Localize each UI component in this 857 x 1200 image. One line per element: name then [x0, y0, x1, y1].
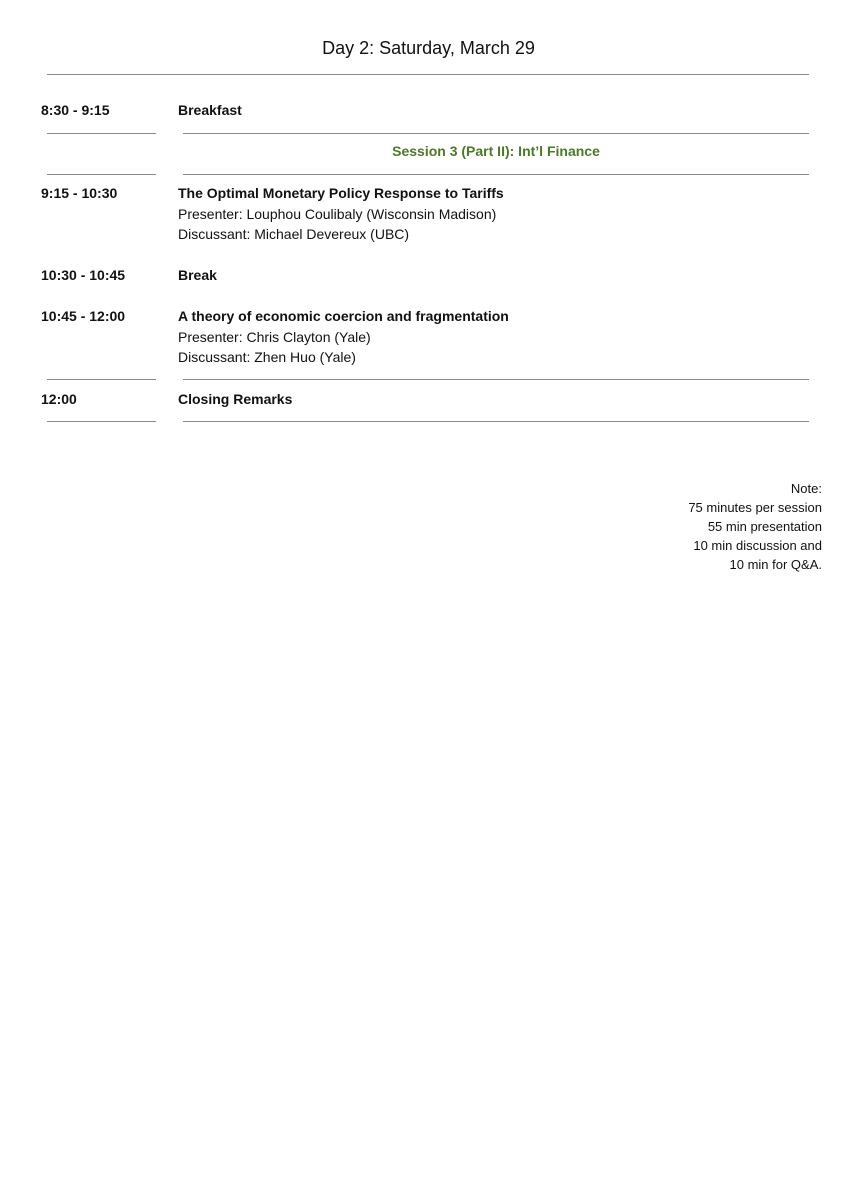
event-title: Breakfast: [178, 102, 242, 118]
session-header: [183, 141, 809, 161]
divider: [47, 379, 156, 380]
divider: [47, 174, 156, 175]
divider: [183, 379, 809, 380]
session-title: Session 3 (Part II): Int’l Finance: [392, 143, 600, 159]
talk-title: The Optimal Monetary Policy Response to Tariffs: [178, 185, 504, 201]
note-line: 10 min for Q&A.: [729, 557, 822, 572]
event-title: Break: [178, 267, 217, 283]
divider: [47, 133, 156, 134]
time-talk-1: 9:15 - 10:30: [41, 185, 118, 201]
event-talk-2: [178, 306, 509, 368]
talk-presenter: Presenter: Louphou Coulibaly (Wisconsin Madison): [178, 205, 497, 222]
note-line: 10 min discussion and: [693, 538, 822, 553]
page-title: Day 2: Saturday, March 29: [322, 38, 535, 58]
event-closing: [178, 389, 292, 410]
event-title: Closing Remarks: [178, 391, 293, 407]
time-breakfast: 8:30 - 9:15: [41, 102, 110, 118]
talk-discussant: Discussant: Michael Devereux (UBC): [178, 226, 410, 242]
note-line: 75 minutes per session: [688, 500, 822, 515]
event-breakfast: [178, 100, 242, 121]
note-line: Note:: [790, 481, 822, 496]
event-talk-1: [178, 183, 504, 245]
talk-presenter: Presenter: Chris Clayton (Yale): [178, 328, 371, 345]
time-break: 10:30 - 10:45: [41, 267, 126, 283]
event-break: [178, 265, 217, 286]
divider: [183, 174, 809, 175]
divider: [47, 74, 809, 75]
talk-discussant: Discussant: Zhen Huo (Yale): [178, 349, 356, 365]
note-line: 55 min presentation: [707, 519, 822, 534]
talk-title: A theory of economic coercion and fragmentation: [178, 308, 509, 324]
divider: [183, 133, 809, 134]
time-closing: 12:00: [41, 391, 77, 407]
divider: [47, 421, 156, 422]
divider: [183, 421, 809, 422]
schedule-note: [688, 479, 822, 574]
time-talk-2: 10:45 - 12:00: [41, 308, 126, 324]
